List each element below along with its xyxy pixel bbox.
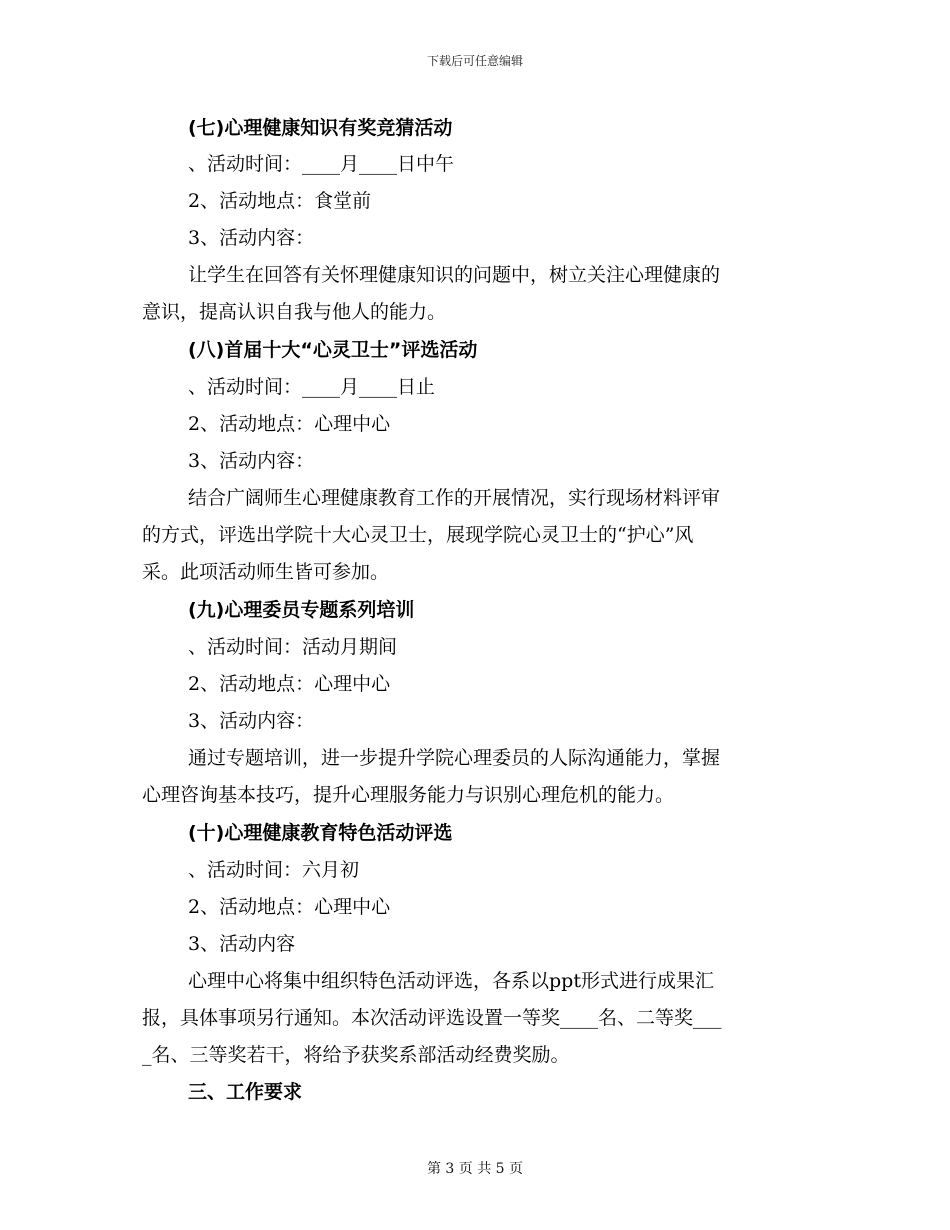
activity-time: 、活动时间：活动月期间: [188, 636, 398, 658]
section-heading-10: (十)心理健康教育特色活动评选: [188, 822, 453, 844]
paragraph-line: 意识，提高认识自我与他人的能力。: [142, 301, 447, 323]
activity-content-label: 3、活动内容: [188, 933, 296, 955]
activity-location: 2、活动地点：心理中心: [188, 896, 391, 918]
paragraph-line: 采。此项活动师生皆可参加。: [142, 561, 390, 583]
paragraph-line: 报，具体事项另行通知。本次活动评选设置一等奖____名、二等奖___: [142, 1007, 722, 1029]
section-heading-9: (九)心理委员专题系列培训: [188, 599, 415, 621]
activity-time: 、活动时间：六月初: [188, 859, 360, 881]
paragraph-line: 的方式，评选出学院十大心灵卫士，展现学院心灵卫士的“护心”风: [142, 524, 694, 546]
paragraph-line: 通过专题培训，进一步提升学院心理委员的人际沟通能力，掌握: [188, 747, 721, 769]
activity-location: 2、活动地点：食堂前: [188, 190, 372, 212]
section-heading-3: 三、工作要求: [188, 1081, 303, 1103]
section-heading-7: (七)心理健康知识有奖竞猜活动: [188, 117, 453, 139]
activity-content-label: 3、活动内容：: [188, 450, 315, 472]
activity-location: 2、活动地点：心理中心: [188, 413, 391, 435]
paragraph-line: 心理咨询基本技巧，提升心理服务能力与识别心理危机的能力。: [142, 784, 675, 806]
activity-time: 、活动时间：____月____日中午: [188, 153, 455, 175]
page-header: 下载后可任意编辑: [426, 54, 523, 68]
activity-location: 2、活动地点：心理中心: [188, 673, 391, 695]
paragraph-line: 结合广阔师生心理健康教育工作的开展情况，实行现场材料评审: [188, 487, 721, 509]
page-footer: 第 3 页 共 5 页: [426, 1161, 524, 1177]
paragraph-line: _名、三等奖若干，将给予获奖系部活动经费奖励。: [142, 1044, 570, 1066]
activity-content-label: 3、活动内容：: [188, 227, 315, 249]
paragraph-line: 让学生在回答有关怀理健康知识的问题中，树立关注心理健康的: [188, 264, 721, 286]
activity-time: 、活动时间：____月____日止: [188, 376, 436, 398]
paragraph-line: 心理中心将集中组织特色活动评选，各系以ppt形式进行成果汇: [188, 970, 714, 992]
activity-content-label: 3、活动内容：: [188, 710, 315, 732]
section-heading-8: (八)首届十大“心灵卫士”评选活动: [188, 339, 478, 361]
